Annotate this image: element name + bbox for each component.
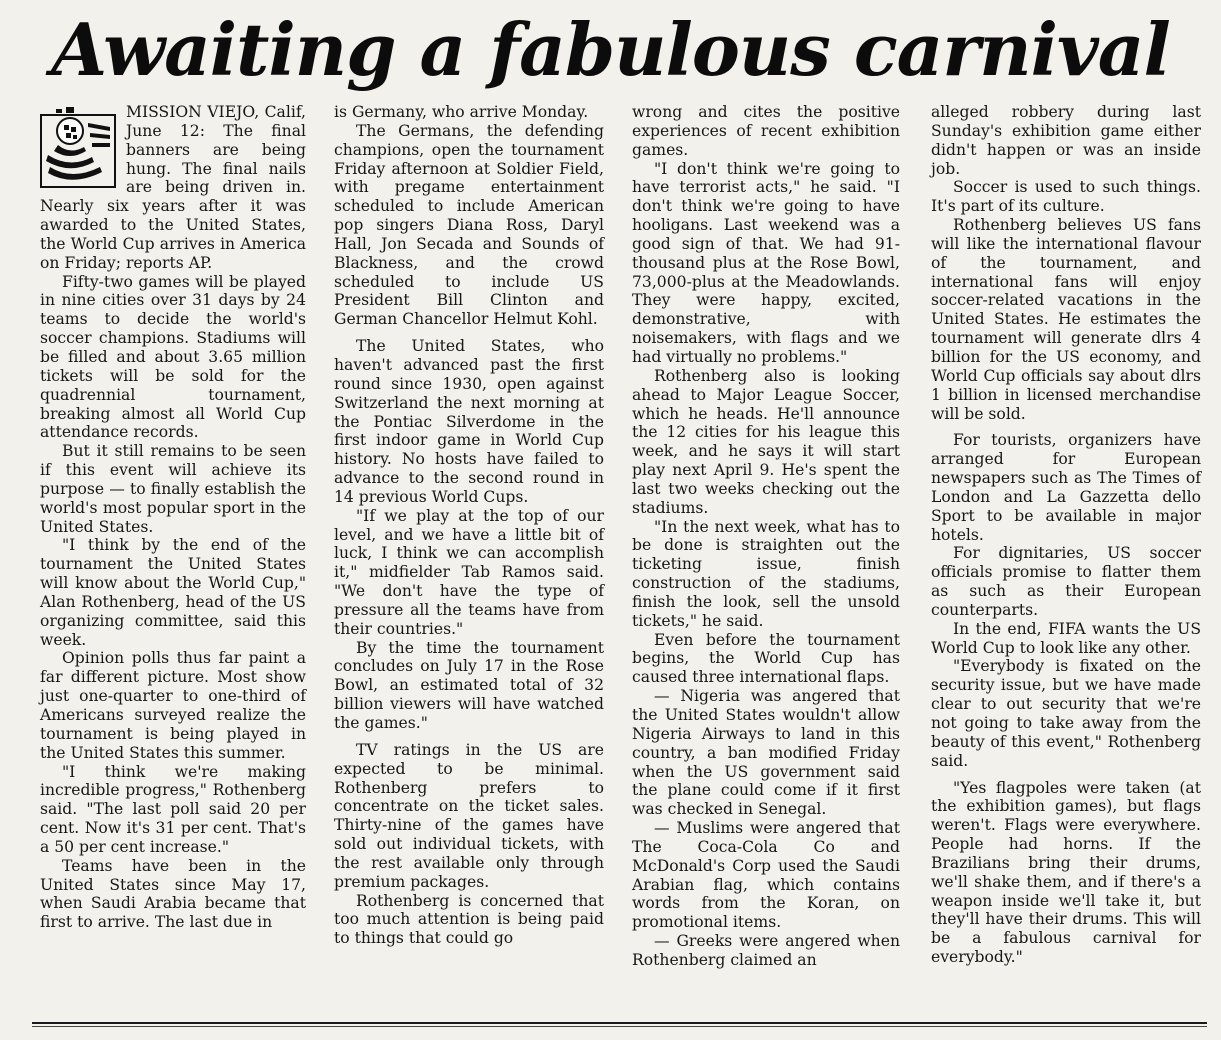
paragraph: Teams have been in the United States since May 17, when Saudi Arabia became that first to arrive. The last due in — [40, 856, 306, 932]
paragraph: Opinion polls thus far paint a far different picture. Most show just one-quarter to one-third of Americans surveyed realize the tournament is being played in the United States this summer. — [40, 649, 306, 762]
paragraph: Rothenberg also is looking ahead to Major League Soccer, which he heads. He'll announce the 12 cities for his league this week, and he says it will start play next April 9. He's spent the last two weeks checking out the stadiums. — [632, 366, 900, 517]
paragraph: But it still remains to be seen if this event will achieve its purpose — to finally establish the world's most popular sport in the United States. — [40, 442, 306, 536]
paragraph: Fifty-two games will be played in nine cities over 31 days by 24 teams to decide the world's soccer champions. Stadiums will be filled and about 3.65 million tickets will be sold for the quadrennial tournament, breaking almost all World Cup attendance records. — [40, 272, 306, 442]
paragraph: alleged robbery during last Sunday's exhibition game either didn't happen or was an inside job. — [931, 103, 1201, 178]
article-column-1 — [40, 103, 306, 932]
paragraph: The Germans, the defending champions, open the tournament Friday afternoon at Soldier Field, with pregame entertainment scheduled to include American pop singers Diana Ross, Daryl Hall, Jon Secada and Sounds of Blackness, and the crowd scheduled to include US President Bill Clinton and German Chancellor Helmut Kohl. — [334, 121, 604, 329]
column-1-text — [40, 103, 306, 932]
paragraph: "Yes flagpoles were taken (at the exhibition games), but flags weren't. Flags were everywhere. People had horns. If the Brazilians bring their drums, we'll shake them, and if there's a weapon inside we'll take it, but they'll have their drums. This will be a fabulous carnival for everybody." — [931, 778, 1201, 967]
paragraph: — Nigeria was angered that the United States wouldn't allow Nigeria Airways to land in this country, a ban modified Friday when the US government said the plane could come if it first was checked in Senegal. — [632, 687, 900, 819]
paragraph: "I think we're making incredible progress," Rothenberg said. "The last poll said 20 per cent. Now it's 31 per cent. That's a 50 per cent increase." — [40, 762, 306, 856]
paragraph: — Greeks were angered when Rothenberg claimed an — [632, 932, 900, 969]
bottom-rule — [32, 1022, 1207, 1024]
paragraph: Rothenberg believes US fans will like the international flavour of the tournament, and international fans will enjoy soccer-related vacations in the United States. He estimates the tournament will generate dlrs 4 billion for the US economy, and World Cup officials say about dlrs 1 billion in licensed merchandise will be sold. — [931, 216, 1201, 423]
paragraph: "I don't think we're going to have terrorist acts," he said. "I don't think we're going to have hooligans. Last weekend was a good sign of that. We had 91-thousand plus at the Rose Bowl, 73,000-plus at the Meadowlands. They were happy, excited, demonstrative, with noisemakers, with flags and we had virtually no problems." — [632, 159, 900, 366]
world-cup-logo-icon — [40, 105, 118, 191]
paragraph: For dignitaries, US soccer officials promise to flatter them as such as their European counterparts. — [931, 544, 1201, 619]
paragraph: For tourists, organizers have arranged for European newspapers such as The Times of London and La Gazzetta dello Sport to be available in major hotels. — [931, 431, 1201, 544]
paragraph: In the end, FIFA wants the US World Cup to look like any other. — [931, 619, 1201, 657]
paragraph: wrong and cites the positive experiences of recent exhibition games. — [632, 103, 900, 159]
bottom-rule-thin — [32, 1026, 1207, 1027]
paragraph: "Everybody is fixated on the security issue, but we have made clear to out security that we're not going to take away from the beauty of this event," Rothenberg said. — [931, 657, 1201, 770]
article-column-2 — [334, 103, 604, 948]
paragraph: Soccer is used to such things. It's part of its culture. — [931, 178, 1201, 216]
paragraph: "I think by the end of the tournament the United States will know about the World Cup," Alan Rothenberg, head of the US organizing committee, said this week. — [40, 536, 306, 649]
paragraph: Even before the tournament begins, the World Cup has caused three international flaps. — [632, 630, 900, 687]
paragraph: MISSION VIEJO, Calif, June 12: The final banners are being hung. The final nails are being driven in. Nearly six years after it was awarded to the United States, the World Cup arrives in America on Friday; reports AP. — [40, 103, 306, 272]
paragraph: TV ratings in the US are expected to be minimal. Rothenberg prefers to concentrate on the ticket sales. Thirty-nine of the games have sold out individual tickets, with the rest available only through premium packages. — [334, 740, 604, 891]
article-column-3 — [632, 103, 900, 970]
paragraph: The United States, who haven't advanced past the first round since 1930, open against Switzerland the next morning at the Pontiac Silverdome in the first indoor game in World Cup history. No hosts have failed to advance to the second round in 14 previous World Cups. — [334, 337, 604, 506]
paragraph: Rothenberg is concerned that too much attention is being paid to things that could go — [334, 891, 604, 948]
paragraph: "If we play at the top of our level, and we have a little bit of luck, I think we can accomplish it," midfielder Tab Ramos said. "We don't have the type of pressure all the teams have from their countries." — [334, 506, 604, 638]
paragraph: — Muslims were angered that The Coca-Cola Co and McDonald's Corp used the Saudi Arabian flag, which contains words from the Koran, on promotional items. — [632, 819, 900, 932]
paragraph: "In the next week, what has to be done is straighten out the ticketing issue, finish construction of the stadiums, finish the look, sell the unsold tickets," he said. — [632, 517, 900, 630]
paragraph: is Germany, who arrive Monday. — [334, 103, 589, 121]
headline: Awaiting a fabulous carnival — [51, 7, 1170, 92]
paragraph: By the time the tournament concludes on July 17 in the Rose Bowl, an estimated total of 32 billion viewers will have watched the games." — [334, 638, 604, 732]
article-column-4 — [931, 103, 1201, 967]
